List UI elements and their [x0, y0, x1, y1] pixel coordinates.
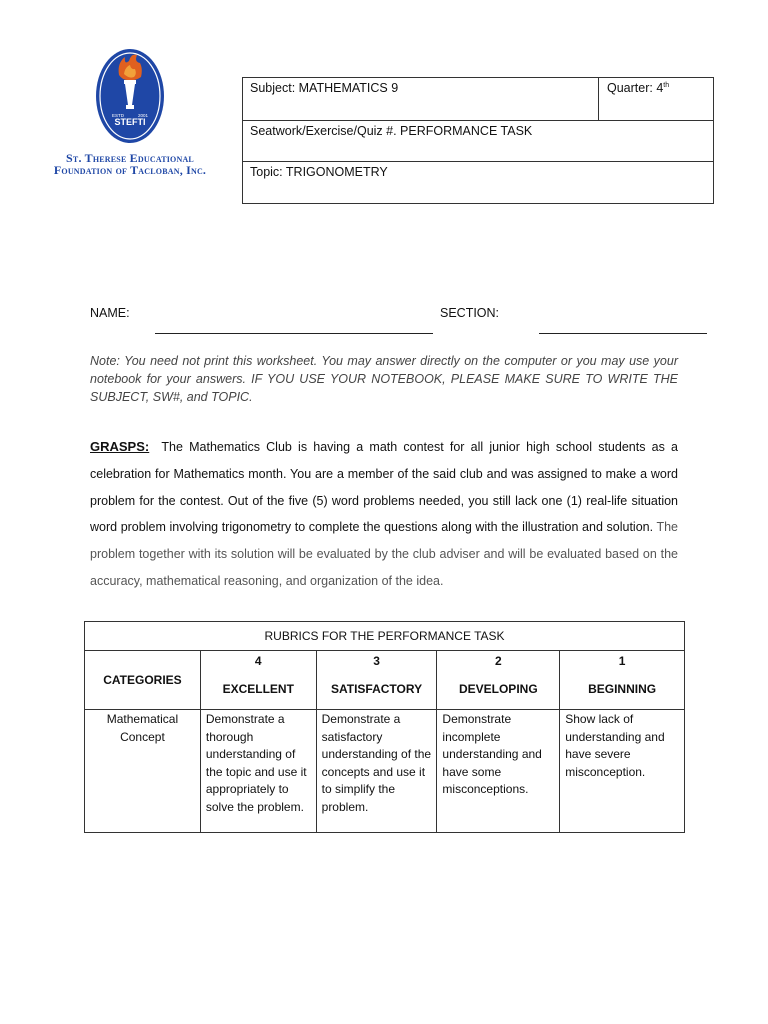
quarter-sup: th [663, 81, 670, 89]
rubric-title-row [85, 622, 685, 651]
estd-right-text: 2001 [138, 113, 149, 118]
seatwork-row [243, 121, 713, 162]
name-field[interactable] [155, 333, 433, 334]
topic-row [243, 162, 713, 203]
school-name-line2: Foundation of Tacloban, Inc. [53, 163, 207, 177]
level-header-4: 4 EXCELLENT [200, 651, 316, 710]
note-text: Note: You need not print this worksheet. You may answer directly on the computer or you may use your notebook for your answers. IF YOU USE YOUR NOTEBOOK, PLEASE MAKE SURE TO WRITE THE SUBJECT, SW#, and TOPIC. [90, 354, 678, 404]
rubric-table [84, 621, 685, 833]
level-header-2: 2 DEVELOPING [437, 651, 560, 710]
grasps-label: GRASPS: [90, 439, 150, 454]
level-header-1: 1 BEGINNING [560, 651, 685, 710]
school-logo [95, 47, 165, 145]
rubric-header-row [85, 651, 685, 710]
name-label: NAME: [90, 306, 130, 320]
estd-left-text: ESTD [112, 113, 125, 118]
rubric-title: RUBRICS FOR THE PERFORMANCE TASK [85, 622, 685, 651]
category-cell: Mathematical Concept [85, 710, 201, 833]
emblem-text: STEFTI [114, 117, 146, 127]
seatwork-text: Seatwork/Exercise/Quiz #. PERFORMANCE TASK [250, 124, 533, 138]
section-field[interactable] [539, 333, 707, 334]
criteria-cell-2: Demonstrate incomplete understanding and have some misconceptions. [437, 710, 560, 833]
grasps-paragraph [90, 434, 678, 595]
topic-text: Topic: TRIGONOMETRY [250, 165, 388, 179]
grasps-text-2: The problem together with its solution will be evaluated by the club adviser and will be evaluated based on the accuracy, mathematical reasoning, and organization of the idea. [90, 520, 678, 588]
criteria-cell-4: Demonstrate a thorough understanding of the topic and use it appropriately to solve the problem. [200, 710, 316, 833]
grasps-text-1: The Mathematics Club is having a math contest for all junior high school students as a celebration for Mathematics month. You are a member of the said club and was assigned to make a word problem for the contest. Out of the five (5) word problems needed, you still lack one (1) real-life situation word problem involving trigonometry to complete the questions along with the illustration and solution. [90, 440, 678, 535]
quarter-text: Quarter: 4 [607, 81, 664, 95]
level-header-3: 3 SATISFACTORY [316, 651, 437, 710]
categories-header: CATEGORIES [85, 651, 201, 710]
criteria-cell-1: Show lack of understanding and have severe misconception. [560, 710, 685, 833]
table-row [85, 710, 685, 833]
header-box [242, 77, 714, 204]
quarter-cell [598, 78, 670, 120]
criteria-cell-3: Demonstrate a satisfactory understanding of the concepts and use it to simplify the problem. [316, 710, 437, 833]
school-name-line1: St. Therese Educational [66, 151, 194, 165]
subject-row [243, 78, 713, 121]
subject-text: Subject: MATHEMATICS 9 [250, 81, 399, 95]
section-label: SECTION: [440, 306, 500, 320]
